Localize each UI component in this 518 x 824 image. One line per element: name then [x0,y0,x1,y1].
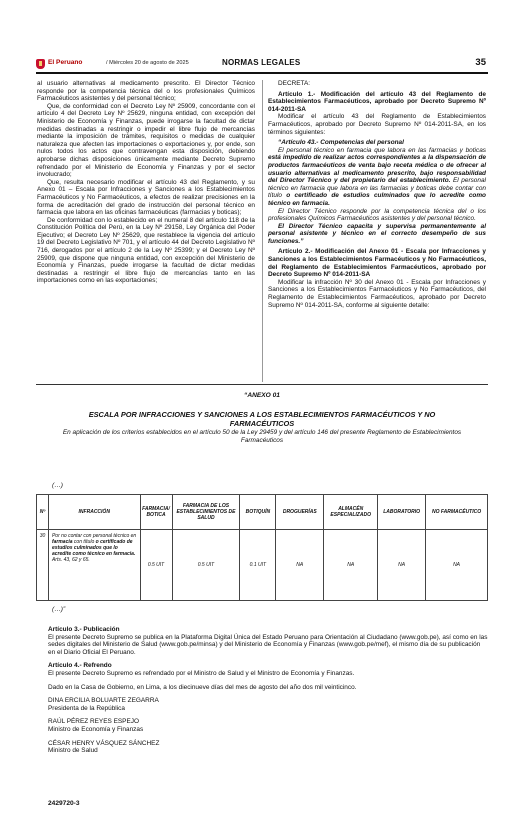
final-articles [48,626,488,755]
given-statement: Dado en la Casa de Gobierno, en Lima, a los diecinueve días del mes de agosto del año dos mil veinticinco. [48,683,357,691]
table-header-row [37,495,488,530]
signatory-name: CÉSAR HENRY VÁSQUEZ SÁNCHEZ [48,739,160,747]
paragraph: al usuario alternativas al medicamento prescrito. El Director Técnico responde por la competencia técnica del o los profesionales Químicos Farmacéuticos asistentes y del personal técnico; [37,80,255,103]
newspaper-name: El Peruano [48,59,83,66]
article-4-text: El presente Decreto Supremo es refrendado por el Ministro de Salud y el Ministro de Economía y Finanzas. [48,669,355,677]
article-1-text: Modificar el artículo 43 del Reglamento de Establecimientos Farmacéuticos, aprobado por Decreto Supremo Nº 014-2011-SA, en los términos siguientes: [268,113,486,136]
coat-of-arms-icon [36,59,45,69]
infraction-description: Por no contar con personal técnico en farmacia con título o certificado de estudios culminados que lo acredite como técnico en farmacia. Arts. 43, 62 y 65. [48,530,140,601]
article-2-title: Artículo 2.- Modificación del Anexo 01 - Escala por Infracciones y Sanciones a los Establecimientos Farmacéuticos y No Farmacéuticos, del Reglamento de Establecimientos Farmacéuticos, aprobado por Decreto Supremo Nº 014-2011-SA [268,248,486,279]
right-column [268,80,486,309]
page-header [36,58,488,72]
column-header: BOTIQUÍN [240,495,276,530]
annex-label: “ANEXO 01 [244,392,280,399]
paragraph: Que, resulta necesario modificar el artículo 43 del Reglamento, y su Anexo 01 – Escala por Infracciones y Sanciones a los Establecimientos Farmacéuticos y No Farmacéuticos, a efectos de realizar precisiones en la forma de acreditación del grado de instrucción del personal técnico en farmacia que labora en las oficinas farmacéuticas (farmacias y boticas); [37,178,255,217]
paragraph: De conformidad con lo establecido en el numeral 8 del artículo 118 de la Constitución Política del Perú, en la Ley Nº 29158, Ley Orgánica del Poder Ejecutivo; el Decreto Ley Nº 25629, que restablece la vigencia del artículo 19 del Decreto Legislativo Nº 701, y el artículo 44 del Decreto Legislativo Nº 716, derogados por el artículo 2 de la Ley Nº 25399; y el Decreto Ley Nº 25909, que dispone que ninguna entidad, con excepción del Ministerio de Economía y Finanzas, puede irrogarse la facultad de dictar medidas destinadas a restringir el libre flujo de mercancías tanto en las importaciones como en las exportaciones; [37,216,255,285]
signatory-name: DINA ERCILIA BOLUARTE ZEGARRA [48,697,159,705]
signatory-role: Ministro de Economía y Finanzas [48,725,144,733]
quoted-paragraph: El Director Técnico capacita y supervisa permanentemente al personal asistente y técnico en el correcto desempeño de sus funciones.” [268,222,486,245]
page-number: 35 [475,57,486,68]
ellipsis-bottom: (…)” [52,606,66,613]
signatory-name: RAÚL PÉREZ REYES ESPEJO [48,718,139,726]
article-1-title: Artículo 1.- Modificación del artículo 43 del Reglamento de Establecimientos Farmacéuticos, aprobado por Decreto Supremo Nº 014-2011-SA [268,90,486,113]
publication-code: 2429720-3 [48,800,80,807]
sanction-cell: NA [426,530,488,601]
ellipsis-top: (…) [52,482,63,489]
column-header: FARMACIA/ BOTICA [140,495,172,530]
article-3-text: El presente Decreto Supremo se publica en la Plataforma Digital Única del Estado Peruano para Orientación al Ciudadano (www.gob.pe), así como en las sedes digitales del Ministerio de Salud (www.gob.pe/minsa) y del Ministerio de Economía y Finanzas (www.gob.pe/mef), el mismo día de su publicación en el Diario Oficial El Peruano. [48,633,488,656]
column-header: FARMACIA DE LOS ESTABLECIMIENTOS DE SALUD [172,495,240,530]
article-3-title: Artículo 3.- Publicación [48,626,120,633]
column-header: NO FARMACÉUTICO [426,495,488,530]
section-title: NORMAS LEGALES [222,58,301,67]
left-column [37,80,255,285]
sanction-cell: NA [378,530,426,601]
annex-heading [36,392,488,444]
header-rule [36,72,488,74]
column-header: ALMACÉN ESPECIALIZADO [324,495,378,530]
infraction-number: 30 [37,530,49,601]
article-2-text: Modificar la infracción Nº 30 del Anexo 01 - Escala por Infracciones y Sanciones a los Establecimientos Farmacéuticos y No Farmacéuticos, del Reglamento de Establecimientos Farmacéuticos, aprobado por Decreto Supremo Nº 014-2011-SA, conforme al siguiente detalle: [268,278,486,309]
annex-subtitle: En aplicación de los criterios establecidos en el artículo 50 de la Ley 29459 y del artículo 146 del presente Reglamento de Establecimientos Farmacéuticos [62,429,462,444]
annex-title: ESCALA POR INFRACCIONES Y SANCIONES A LOS ESTABLECIMIENTOS FARMACÉUTICOS Y NO FARMACÉUTICOS [88,410,436,428]
column-header: Nº [37,495,49,530]
sanction-cell: 0.5 UIT [140,530,172,601]
paragraph: Que, de conformidad con el Decreto Ley Nº 25909, concordante con el artículo 4 del Decreto Ley Nº 25629, ninguna entidad, con excepción del Ministerio de Economía y Finanzas, puede irrogarse la facultad de dictar medidas destinadas a restringir o impedir el libre flujo de mercancías mediante la imposición de trámites, requisitos o medidas de cualquier naturaleza que afecten las importaciones o exportaciones y, por ende, son nulos todos los actos que contravengan esta disposición, debiendo aprobarse dichas disposiciones únicamente mediante Decreto Supremo refrendado por el Ministerio de Economía y Finanzas y por el sector involucrado; [37,102,255,179]
decreta-label: DECRETA: [278,80,311,87]
sanction-cell: NA [324,530,378,601]
sanction-cell: 0.5 UIT [172,530,240,601]
quoted-article-title: “Artículo 43.- Competencias del personal [278,139,404,147]
table-row [37,530,488,601]
column-header: DROGUERÍAS [276,495,324,530]
sanction-cell: 0.1 UIT [240,530,276,601]
signatory-role: Ministro de Salud [48,747,98,755]
article-4-title: Artículo 4.- Refrendo [48,662,112,670]
publication-date: / Miércoles 20 de agosto de 2025 [106,60,189,66]
sanction-cell: NA [276,530,324,601]
column-header: LABORATORIO [378,495,426,530]
quoted-paragraph: El Director Técnico responde por la competencia técnica del o los profesionales Químicos Farmacéuticos asistentes y del personal técnico. [268,207,486,223]
section-rule [36,384,488,385]
column-header: INFRACCIÓN [48,495,140,530]
quoted-paragraph: El personal técnico en farmacia que labora en las farmacias y boticas está impedido de realizar actos correspondientes a la dispensación de productos farmacéuticos de venta bajo receta médica o de ofrecer al usuario alternativas al medicamento prescrito, bajo responsabilidad del Director Técnico y del propietario del establecimiento. El personal técnico en farmacia que labora en las farmacias y boticas debe contar con título o certificado de estudios culminados que lo acredite como técnico en farmacia. [268,146,486,207]
column-divider [262,80,263,382]
infractions-table [36,494,488,601]
signatory-role: Presidenta de la República [48,704,125,712]
